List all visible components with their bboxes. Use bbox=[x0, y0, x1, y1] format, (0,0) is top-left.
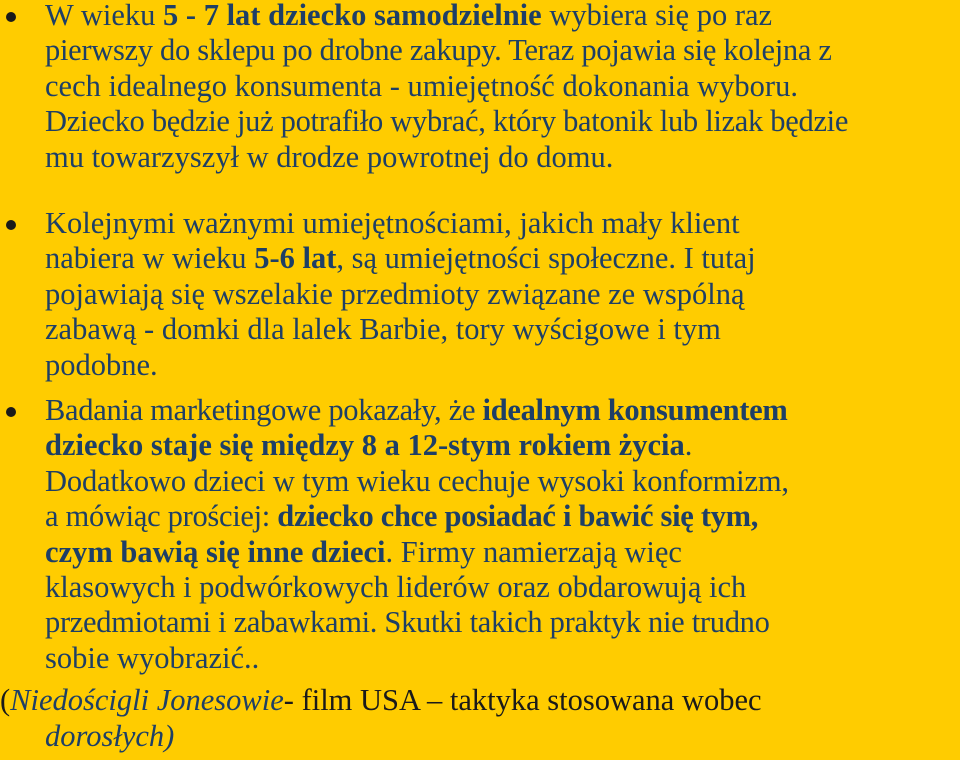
footnote-target: dorosłych) bbox=[45, 719, 175, 753]
bullet-item bbox=[0, 0, 958, 175]
text-line bbox=[0, 0, 958, 33]
text-run: nabiera w wieku bbox=[45, 241, 255, 276]
text-run: mu towarzyszył w drodze powrotnej do domu. bbox=[45, 139, 614, 174]
text-line bbox=[0, 464, 958, 499]
text-run: Badania marketingowe pokazały, że bbox=[45, 393, 483, 427]
text-run: cech idealnego konsumenta - umiejętność dokonania wyboru. bbox=[45, 68, 798, 103]
footnote-line bbox=[0, 718, 958, 754]
bold-run: 5-6 lat bbox=[254, 241, 337, 276]
text-line bbox=[0, 570, 958, 605]
text-run: , są umiejętności społeczne. I tutaj bbox=[336, 241, 756, 276]
text-run: Kolejnymi ważnymi umiejętnościami, jakich mały klient bbox=[45, 206, 740, 240]
text-run: Dziecko będzie już potrafiło wybrać, który batonik lub lizak będzie bbox=[45, 104, 849, 139]
bold-run: dziecko staje się między 8 a 12-stym rokiem życia bbox=[45, 428, 685, 463]
text-line bbox=[0, 312, 958, 347]
text-line bbox=[0, 241, 958, 276]
footnote-line bbox=[0, 682, 958, 718]
text-run: wybiera się po raz bbox=[541, 0, 773, 32]
text-line bbox=[0, 33, 958, 68]
footnote-text: - film USA – taktyka stosowana wobec bbox=[283, 683, 762, 717]
text-run: podobne. bbox=[45, 347, 158, 382]
text-run: . Firmy namierzają więc bbox=[385, 534, 682, 569]
text-run: Dodatkowo dzieci w tym wieku cechuje wysoki konformizm, bbox=[45, 463, 789, 498]
bullet-item bbox=[0, 393, 958, 676]
footnote bbox=[0, 682, 958, 754]
text-line bbox=[0, 104, 958, 139]
text-line bbox=[0, 140, 958, 175]
text-line bbox=[0, 206, 958, 241]
text-line bbox=[0, 277, 958, 312]
text-run: . bbox=[684, 428, 693, 463]
bold-run: 5 - 7 lat dziecko samodzielnie bbox=[163, 0, 542, 32]
text-line bbox=[0, 499, 958, 534]
bullet-item bbox=[0, 206, 958, 383]
bold-run: czym bawią się inne dzieci bbox=[45, 534, 386, 569]
text-line bbox=[0, 393, 958, 428]
text-line bbox=[0, 348, 958, 383]
text-run: a mówiąc prościej: bbox=[45, 499, 278, 534]
text-run: pojawiają się wszelakie przedmioty związane ze wspólną bbox=[45, 276, 745, 311]
text-line bbox=[0, 641, 958, 676]
text-run: pierwszy do sklepu po drobne zakupy. Teraz pojawia się kolejna z bbox=[45, 33, 832, 68]
text-line bbox=[0, 69, 958, 104]
bold-run: idealnym konsumentem bbox=[482, 393, 788, 427]
text-line bbox=[0, 535, 958, 570]
text-line bbox=[0, 605, 958, 640]
bold-run: dziecko chce posiadać i bawić się tym, bbox=[277, 499, 759, 534]
text-run: przedmiotami i zabawkami. Skutki takich praktyk nie trudno bbox=[45, 605, 770, 640]
text-run: W wieku bbox=[45, 0, 164, 32]
open-paren: ( bbox=[0, 683, 11, 717]
text-run: zabawą - domki dla lalek Barbie, tory wyścigowe i tym bbox=[45, 312, 721, 347]
text-line bbox=[0, 428, 958, 463]
text-run: sobie wyobrazić.. bbox=[45, 640, 260, 675]
text-run: klasowych i podwórkowych liderów oraz obdarowują ich bbox=[45, 569, 747, 604]
film-title: Niedościgli Jonesowie bbox=[10, 683, 284, 717]
